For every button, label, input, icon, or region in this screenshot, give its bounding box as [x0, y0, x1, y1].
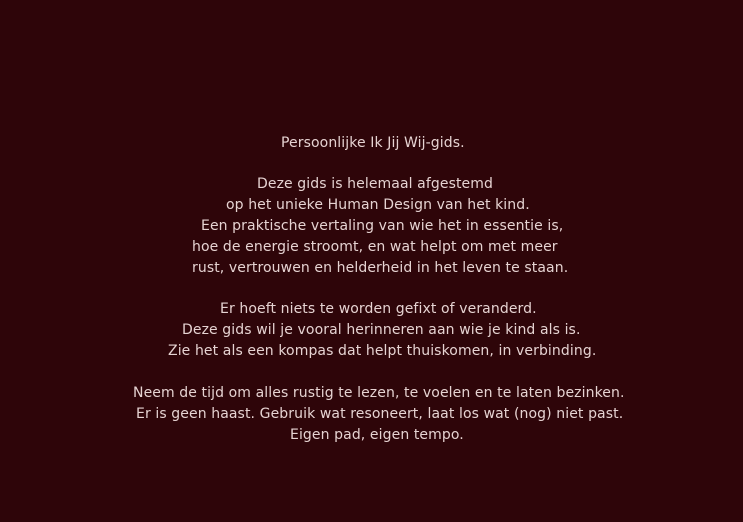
paragraph-1-line-5: rust, vertrouwen en helderheid in het leven te staan. — [192, 260, 569, 276]
paragraph-2-line-2: Deze gids wil je vooral herinneren aan wie je kind als is. — [182, 322, 581, 338]
paragraph-1-line-3: Een praktische vertaling van wie het in essentie is, — [201, 218, 564, 234]
paragraph-3-line-2: Er is geen haast. Gebruik wat resoneert, laat los wat (nog) niet past. — [136, 406, 624, 422]
paragraph-1-line-4: hoe de energie stroomt, en wat helpt om met meer — [192, 239, 558, 255]
paragraph-2-line-1: Er hoeft niets te worden gefixt of veranderd. — [220, 301, 537, 317]
paragraph-1-line-1: Deze gids is helemaal afgestemd — [257, 176, 494, 192]
paragraph-1-line-2: op het unieke Human Design van het kind. — [226, 197, 530, 213]
paragraph-2-line-3: Zie het als een kompas dat helpt thuiskomen, in verbinding. — [168, 343, 597, 359]
paragraph-3-line-1: Neem de tijd om alles rustig te lezen, te voelen en te laten bezinken. — [133, 385, 625, 401]
paragraph-3-line-3: Eigen pad, eigen tempo. — [290, 427, 464, 443]
guide-title: Persoonlijke Ik Jij Wij-gids. — [281, 135, 465, 151]
